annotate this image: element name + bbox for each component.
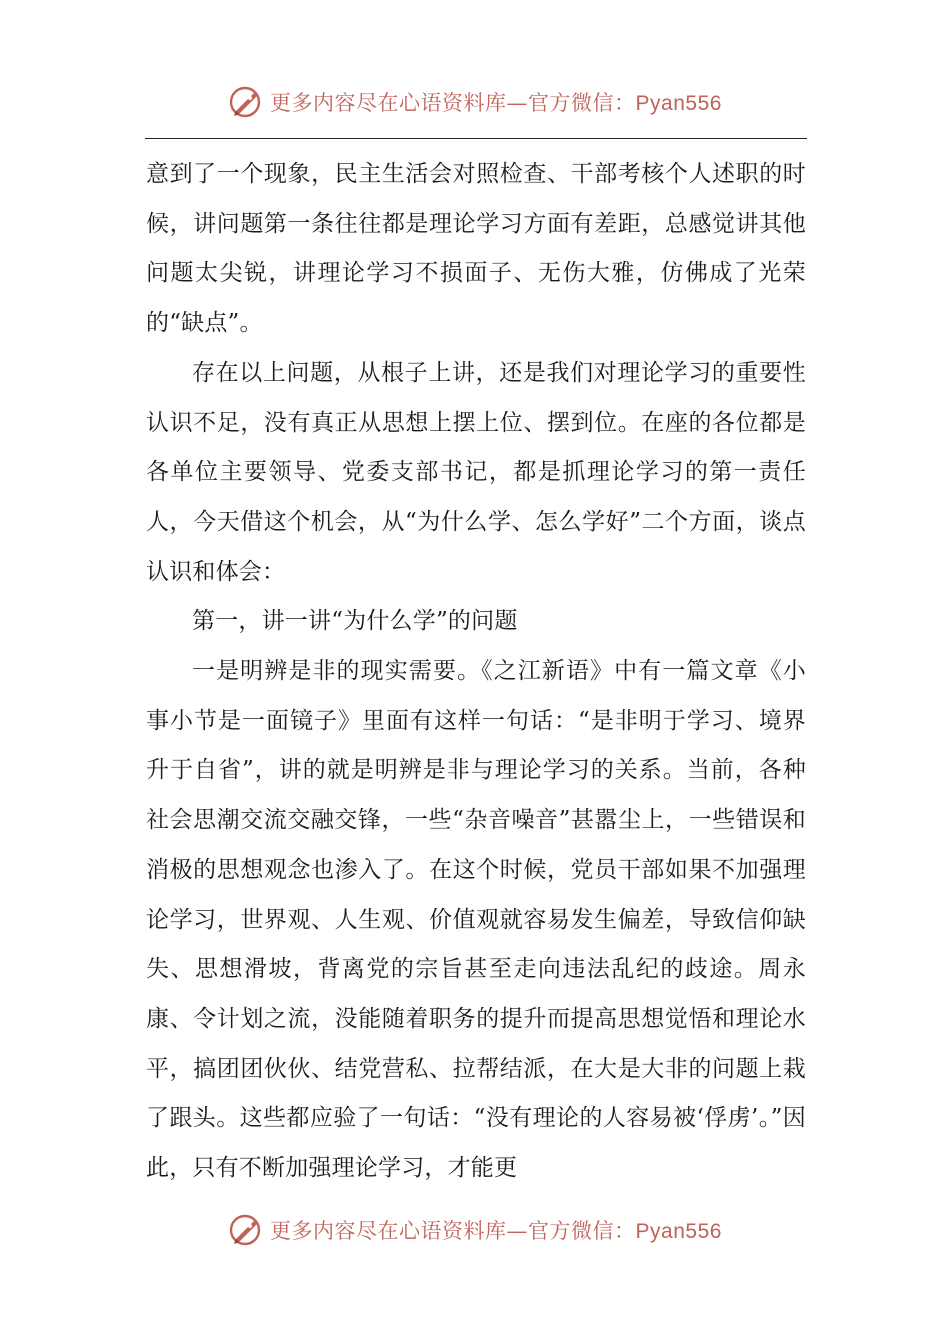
footer-banner — [0, 1210, 950, 1250]
header-wechat-id: Pyan556 — [635, 92, 722, 115]
section-heading: 第一，讲一讲“为什么学”的问题 — [192, 608, 518, 635]
pen-logo-icon — [228, 1212, 264, 1248]
footer-banner-text: 更多内容尽在心语资料库—官方微信：Pyan556 — [270, 1219, 722, 1243]
header-banner-text: 更多内容尽在心语资料库—官方微信：Pyan556 — [270, 91, 722, 115]
header-divider — [145, 138, 807, 139]
header-banner — [0, 82, 950, 122]
paragraph: 一是明辨是非的现实需要。《之江新语》中有一篇文章《小事小节是一面镜子》里面有这样一句话：“是非明于学习、境界升于自省”，讲的就是明辨是非与理论学习的关系。当前，各种社会思潮交流交融交锋，一些“杂音噪音”甚嚣尘上，一些错误和消极的思想观念也渗入了。在这个时候，党员干部如果不加强理论学习，世界观、人生观、价值观就容易发生偏差，导致信仰缺失、思想滑坡，背离党的宗旨甚至走向违法乱纪的歧途。周永康、令计划之流，没能随着职务的提升而提高思想觉悟和理论水平，搞团团伙伙、结党营私、拉帮结派，在大是大非的问题上栽了跟头。这些都应验了一句话：“没有理论的人容易被‘俘虏’。”因此，只有不断加强理论学习，才能更 — [146, 658, 806, 1182]
paragraph: 意到了一个现象，民主生活会对照检查、干部考核个人述职的时候，讲问题第一条往往都是理论学习方面有差距，总感觉讲其他问题太尖锐，讲理论学习不损面子、无伤大雅，仿佛成了光荣的“缺点”。 — [146, 161, 806, 337]
pen-logo-icon — [228, 84, 264, 120]
document-body — [146, 150, 806, 1194]
footer-wechat-id: Pyan556 — [635, 1220, 722, 1243]
paragraph: 存在以上问题，从根子上讲，还是我们对理论学习的重要性认识不足，没有真正从思想上摆上位、摆到位。在座的各位都是各单位主要领导、党委支部书记，都是抓理论学习的第一责任人，今天借这个机会，从“为什么学、怎么学好”二个方面，谈点认识和体会： — [146, 359, 806, 585]
